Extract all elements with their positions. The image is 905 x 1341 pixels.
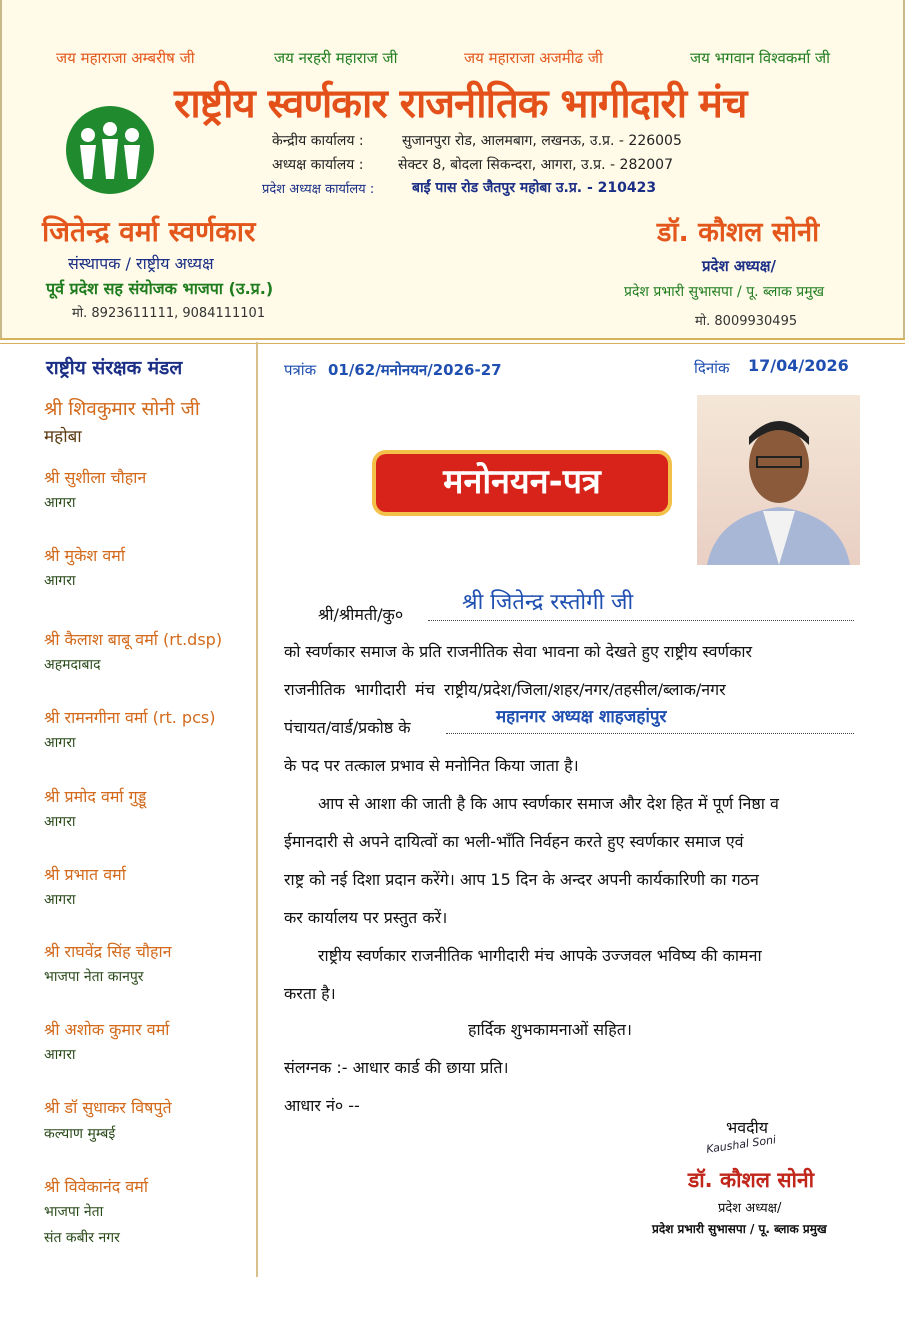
body-line: राजनीतिक भागीदारी मंच राष्ट्रीय/प्रदेश/जिला/शहर/नगर/तहसील/ब्लाक/नगर <box>284 680 726 699</box>
slogan: जय नरहरी महाराज जी <box>274 49 398 67</box>
patron-place: अहमदाबाद <box>44 657 101 673</box>
body-line: के पद पर तत्काल प्रभाव से मनोनित किया जाता है। <box>284 756 579 775</box>
patron-place: आगरा <box>44 495 76 511</box>
body-line: को स्वर्णकार समाज के प्रति राजनीतिक सेवा भावना को देखते हुए राष्ट्रीय स्वर्णकार <box>284 642 753 661</box>
body-line: कर कार्यालय पर प्रस्तुत करें। <box>284 908 448 927</box>
signatory-role: प्रदेश अध्यक्ष/ <box>718 1201 782 1216</box>
greeting: हार्दिक शुभकामनाओं सहित। <box>468 1020 632 1039</box>
office-label: केन्द्रीय कार्यालय : <box>272 133 364 149</box>
fill-line <box>428 620 854 621</box>
patron-place: आगरा <box>44 814 76 830</box>
slogan: जय महाराजा अम्बरीष जी <box>56 49 195 67</box>
letterhead-header <box>0 0 905 338</box>
patron-name: श्री सुशीला चौहान <box>44 468 147 487</box>
patron-place: आगरा <box>44 892 76 908</box>
office-label: अध्यक्ष कार्यालय : <box>272 157 364 173</box>
nominee-photo <box>697 395 860 565</box>
sidebar-title: राष्ट्रीय संरक्षक मंडल <box>46 357 183 379</box>
founder-role2: पूर्व प्रदेश सह संयोजक भाजपा (उ.प्र.) <box>46 279 274 298</box>
date-label: दिनांक <box>694 359 730 377</box>
body-line: राष्ट्रीय स्वर्णकार राजनीतिक भागीदारी मंच आपके उज्जवल भविष्य की कामना <box>318 946 762 965</box>
office-label: प्रदेश अध्यक्ष कार्यालय : <box>262 182 375 197</box>
patron-name: श्री रामनगीना वर्मा (rt. pcs) <box>44 708 216 727</box>
divider <box>0 343 905 344</box>
patron-name: श्री प्रभात वर्मा <box>44 865 126 884</box>
slogan: जय भगवान विश्वकर्मा जी <box>690 49 831 67</box>
divider <box>0 338 905 340</box>
patron-place: कल्याण मुम्बई <box>44 1126 116 1142</box>
person-photo-icon <box>697 395 860 565</box>
nominated-post: महानगर अध्यक्ष शाहजहांपुर <box>496 707 667 727</box>
signatory-name: डॉ. कौशल सोनी <box>688 1168 815 1192</box>
president-role2: प्रदेश प्रभारी सुभासपा / पू. ब्लाक प्रमुख <box>624 284 825 300</box>
divider <box>256 342 258 1277</box>
patron-place: संत कबीर नगर <box>44 1230 120 1246</box>
founder-phone: मो. 8923611111, 9084111101 <box>72 306 266 321</box>
patron-name: श्री अशोक कुमार वर्मा <box>44 1020 170 1039</box>
patron-name: श्री कैलाश बाबू वर्मा (rt.dsp) <box>44 630 223 649</box>
slogan: जय महाराजा अजमीढ जी <box>464 49 603 67</box>
salutation: श्री/श्रीमती/कु० <box>318 605 404 624</box>
office-address: बाईं पास रोड जैतपुर महोबा उ.प्र. - 210423 <box>412 180 657 196</box>
body-line: आप से आशा की जाती है कि आप स्वर्णकार समाज और देश हित में पूर्ण निष्ठा व <box>318 794 779 813</box>
org-logo <box>46 86 174 214</box>
closing: भवदीय <box>726 1118 769 1137</box>
patron-place: आगरा <box>44 1047 76 1063</box>
patron-name: श्री मुकेश वर्मा <box>44 546 125 565</box>
people-icon <box>76 121 144 181</box>
office-address: सेक्टर 8, बोदला सिकन्दरा, आगरा, उ.प्र. - 282007 <box>398 157 673 173</box>
signature: Kaushal Soni <box>705 1133 777 1156</box>
aadhar-number: आधार नं० -- <box>284 1096 360 1115</box>
ref-label: पत्रांक <box>284 361 317 379</box>
patron-name: श्री डॉ सुधाकर विषपुते <box>44 1098 172 1117</box>
body-line: राष्ट्र को नई दिशा प्रदान करेंगे। आप 15 दिन के अन्दर अपनी कार्यकारिणी का गठन <box>284 870 759 889</box>
nomination-banner: मनोनयन-पत्र <box>372 450 672 516</box>
org-name: राष्ट्रीय स्वर्णकार राजनीतिक भागीदारी मंच <box>174 81 747 127</box>
patron-place: आगरा <box>44 573 76 589</box>
nominee-name: श्री जितेन्द्र रस्तोगी जी <box>462 590 634 615</box>
office-address: सुजानपुरा रोड, आलमबाग, लखनऊ, उ.प्र. - 226005 <box>402 133 682 149</box>
body-line: पंचायत/वार्ड/प्रकोष्ठ के <box>284 718 411 737</box>
patron-name: श्री शिवकुमार सोनी जी <box>44 398 200 420</box>
president-role: प्रदेश अध्यक्ष/ <box>702 257 776 275</box>
patron-name: श्री प्रमोद वर्मा गुड्डू <box>44 787 147 806</box>
founder-role: संस्थापक / राष्ट्रीय अध्यक्ष <box>68 254 214 273</box>
ref-number: 01/62/मनोनयन/2026-27 <box>328 361 502 379</box>
date: 17/04/2026 <box>748 356 849 375</box>
body-line: ईमानदारी से अपने दायित्वों का भली-भाँति निर्वहन करते हुए स्वर्णकार समाज एवं <box>284 832 744 851</box>
patron-place: महोबा <box>44 427 82 447</box>
founder-name: जितेन्द्र वर्मा स्वर्णकार <box>42 215 256 248</box>
president-phone: मो. 8009930495 <box>695 314 798 329</box>
patron-place: भाजपा नेता <box>44 1204 104 1220</box>
signatory-role2: प्रदेश प्रभारी सुभासपा / पू. ब्लाक प्रमुख <box>652 1222 827 1236</box>
patron-place: आगरा <box>44 735 76 751</box>
attachment: संलग्नक :- आधार कार्ड की छाया प्रति। <box>284 1058 509 1077</box>
patron-name: श्री राघवेंद्र सिंह चौहान <box>44 942 172 961</box>
patron-name: श्री विवेकानंद वर्मा <box>44 1177 148 1196</box>
patron-place: भाजपा नेता कानपुर <box>44 969 144 985</box>
fill-line <box>446 733 854 734</box>
body-line: करता है। <box>284 984 336 1003</box>
president-name: डॉ. कौशल सोनी <box>657 217 820 248</box>
